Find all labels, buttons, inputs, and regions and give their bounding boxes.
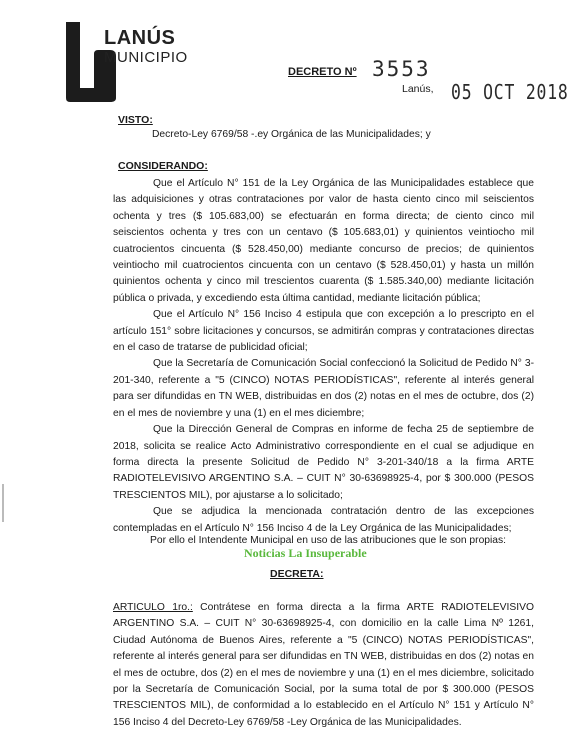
considerando-heading: CONSIDERANDO: xyxy=(118,160,208,172)
decreta-heading: DECRETA: xyxy=(270,568,324,580)
logo-line2: MUNICIPIO xyxy=(104,49,188,66)
considerando-paragraph-3: Que la Secretaría de Comunicación Social confeccionó la Solicitud de Pedido N° 3-201-340, referente a "5 (CINCO) NOTAS PERIODÍSTICAS", referente al interés general para ser difundidas en TN WEB, distribuidas en dos (2) notas en el mes de octubre, dos (2) en el mes de noviembre y una (1) en el mes diciembre; xyxy=(113,358,534,419)
logo-line1: LANÚS xyxy=(104,27,176,49)
decreto-number: 3553 xyxy=(372,57,431,81)
considerando-paragraph-1: Que el Artículo N° 151 de la Ley Orgánica de las Municipalidades establece que las adquisiciones y otras contrataciones por valor de hasta ciento cinco mil seiscientos ochenta y tres ($ 105.683,00) se efectuarán en forma directa; de ciento cinco mil seiscientos ochenta y tres con un centavo ($ 105.683,01) y quinientos veintiocho mil cuatrocientos cincuenta ($ 528.450,00) mediante concurso de precios; de quinientos veintiocho mil cuatrocientos cincuenta con un centavo ($ 528.450,01) y hasta un millón quinientos ochenta y cinco mil trescientos cuarenta ($ 1.585.340,00) mediante licitación pública o privada, y excediendo esta última cantidad, mediante licitación pública; xyxy=(113,178,534,304)
considerando-paragraph-2: Que el Artículo N° 156 Inciso 4 estipula que con excepción a lo prescripto en el artículo 151° sobre licitaciones y concursos, se admitirán compras y contrataciones directas en el caso de tratarse de publicidad oficial; xyxy=(113,309,534,354)
decreto-label: DECRETO Nº xyxy=(288,66,357,78)
visto-text: Decreto-Ley 6769/58 -.ey Orgánica de las Municipalidades; y xyxy=(152,129,431,140)
logo-wordmark xyxy=(104,28,188,65)
scan-edge-mark xyxy=(2,484,12,522)
watermark: Noticias La Insuperable xyxy=(244,546,367,560)
considerando-body xyxy=(113,176,534,537)
articulo-1-text: Contrátese en forma directa a la firma ARTE RADIOTELEVISIVO ARGENTINO S.A. – CUIT N° 30-63698925-4, con domicilio en la calle Lima Nº 1261, Ciudad Autónoma de Buenos Aires, referente a "5 (CINCO) NOTAS PERIODÍSTICAS", referente al interés general para ser difundidas en TN WEB, distribuidas en dos (2) notas en el mes de octubre, dos (2) en el mes de noviembre y una (1) en el mes diciembre, solicitado por la Secretaría de Comunicación Social, por la suma total de por $ 300.000 (PESOS TRESCIENTOS MIL), de conformidad a lo establecido en el Artículo N° 151 y Artículo N° 156 Inciso 4 del Decreto-Ley 6769/58 -Ley Orgánica de las Municipalidades. xyxy=(113,602,534,728)
articulo-1 xyxy=(113,600,534,731)
date-stamp: 05 OCT 2018 xyxy=(451,80,569,104)
visto-heading: VISTO: xyxy=(118,114,153,126)
articulo-1-label: ARTICULO 1ro.: xyxy=(113,602,193,613)
considerando-paragraph-4: Que la Dirección General de Compras en informe de fecha 25 de septiembre de 2018, solicita se realice Acto Administrativo correspondiente en el cual se adjudique en forma directa la presente Solicitud de Pedido N° 3-201-340/18 a la firma ARTE RADIOTELEVISIVO ARGENTINO S.A. – CUIT N° 30-63698925-4, por $ 300.000 (PESOS TRESCIENTOS MIL), por ajustarse a lo solicitado; xyxy=(113,424,534,501)
considerando-paragraph-5: Que se adjudica la mencionada contratación dentro de las excepciones contempladas en el Artículo N° 156 Inciso 4 de la Ley Orgánica de las Municipalidades; xyxy=(113,506,534,534)
place: Lanús, xyxy=(402,83,434,95)
intendente-text: Por ello el Intendente Municipal en uso de las atribuciones que le son propias: xyxy=(150,535,507,546)
